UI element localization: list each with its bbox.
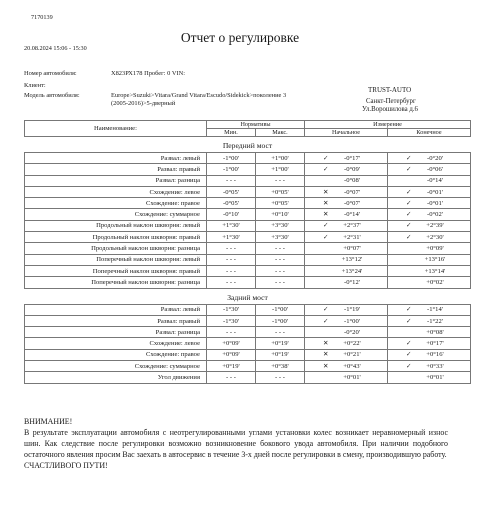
param-name: Развал: разница bbox=[25, 175, 207, 186]
initial-value-cell bbox=[305, 220, 388, 231]
final-value-cell bbox=[388, 304, 471, 315]
check-icon: ✓ bbox=[406, 188, 412, 196]
param-name: Поперечный наклон шкворня: левый bbox=[25, 254, 207, 265]
initial-value: +0°43' bbox=[343, 362, 361, 370]
initial-value: -0°20' bbox=[344, 328, 360, 336]
final-value-cell bbox=[388, 220, 471, 231]
norm-min: - - - bbox=[207, 372, 256, 383]
final-value: -0°20' bbox=[427, 154, 443, 162]
page-title: Отчет о регулировке bbox=[180, 30, 300, 45]
table-row bbox=[25, 315, 471, 326]
check-icon: ✓ bbox=[406, 362, 412, 370]
final-value: +0°09' bbox=[426, 245, 444, 253]
col-min-header: Мин. bbox=[207, 129, 256, 137]
norm-max: +0°05' bbox=[256, 186, 305, 197]
param-name: Угол движения bbox=[25, 372, 207, 383]
table-row bbox=[25, 243, 471, 254]
col-name-header: Наименование: bbox=[25, 121, 207, 137]
norm-min: -1°00' bbox=[207, 164, 256, 175]
param-name: Продольный наклон шкворня: разница bbox=[25, 243, 207, 254]
norm-min: +0°09' bbox=[207, 338, 256, 349]
param-name: Продольный наклон шкворня: правый bbox=[25, 232, 207, 243]
norm-max: +0°19' bbox=[256, 349, 305, 360]
norm-max: +0°05' bbox=[256, 198, 305, 209]
final-value-cell bbox=[388, 372, 471, 383]
norm-min: - - - bbox=[207, 277, 256, 288]
norm-min: -0°10' bbox=[207, 209, 256, 220]
final-value-cell bbox=[388, 338, 471, 349]
initial-value-cell bbox=[305, 186, 388, 197]
table-row bbox=[25, 338, 471, 349]
final-value: +0°17' bbox=[426, 340, 444, 348]
check-icon: ✓ bbox=[406, 340, 412, 348]
document-id: 7170139 bbox=[31, 14, 53, 21]
initial-value: -0°12' bbox=[344, 278, 360, 286]
final-value-cell bbox=[388, 198, 471, 209]
final-value: -0°01' bbox=[427, 199, 443, 207]
check-icon: ✓ bbox=[323, 154, 329, 162]
rear-axle-title: Задний мост bbox=[227, 292, 268, 302]
norm-min: -1°00' bbox=[207, 153, 256, 164]
final-value: +0°16' bbox=[426, 351, 444, 359]
final-value: -0°14' bbox=[427, 177, 443, 185]
norm-max: +0°10' bbox=[256, 209, 305, 220]
norm-max: - - - bbox=[256, 254, 305, 265]
check-icon: ✓ bbox=[323, 165, 329, 173]
norm-max: - - - bbox=[256, 265, 305, 276]
initial-value-cell bbox=[305, 243, 388, 254]
final-value: +0°02' bbox=[426, 278, 444, 286]
vehicle-number-label: Номер автомобиля: bbox=[24, 70, 77, 77]
final-value-cell bbox=[388, 327, 471, 338]
initial-value: -0°07' bbox=[344, 188, 360, 196]
table-row bbox=[25, 175, 471, 186]
norm-max: -1°00' bbox=[256, 315, 305, 326]
table-row bbox=[25, 304, 471, 315]
param-name: Схождение: суммарное bbox=[25, 209, 207, 220]
norm-max: +3°30' bbox=[256, 220, 305, 231]
initial-value: -0°14' bbox=[344, 211, 360, 219]
initial-value-cell bbox=[305, 372, 388, 383]
initial-value: +2°37' bbox=[343, 222, 361, 230]
norm-min: - - - bbox=[207, 254, 256, 265]
final-value: -1°22' bbox=[427, 317, 443, 325]
norm-max: +3°30' bbox=[256, 232, 305, 243]
cross-icon: ✕ bbox=[323, 188, 329, 196]
final-value-cell bbox=[388, 153, 471, 164]
norm-min: - - - bbox=[207, 327, 256, 338]
initial-value-cell bbox=[305, 175, 388, 186]
service-address: Ул.Ворошилова д.6 bbox=[362, 106, 418, 113]
initial-value: +0°21' bbox=[343, 351, 361, 359]
final-value-cell bbox=[388, 254, 471, 265]
final-value-cell bbox=[388, 361, 471, 372]
service-name: TRUST-AUTO bbox=[368, 86, 412, 94]
norm-min: - - - bbox=[207, 175, 256, 186]
final-value-cell bbox=[388, 265, 471, 276]
param-name: Развал: левый bbox=[25, 153, 207, 164]
vehicle-number-value: Х823РХ178 Пробег: 0 VIN: bbox=[111, 70, 186, 77]
alignment-table bbox=[24, 120, 471, 384]
param-name: Схождение: правое bbox=[25, 198, 207, 209]
col-final-header: Конечное bbox=[388, 129, 471, 137]
final-value-cell bbox=[388, 243, 471, 254]
initial-value-cell bbox=[305, 232, 388, 243]
table-row bbox=[25, 164, 471, 175]
initial-value: +13°12' bbox=[341, 256, 363, 264]
table-row bbox=[25, 254, 471, 265]
initial-value: +2°31' bbox=[343, 233, 361, 241]
final-value-cell bbox=[388, 209, 471, 220]
initial-value-cell bbox=[305, 209, 388, 220]
check-icon: ✓ bbox=[323, 233, 329, 241]
param-name: Поперечный наклон шкворня: разница bbox=[25, 277, 207, 288]
initial-value: +0°07' bbox=[343, 245, 361, 253]
final-value: +0°33' bbox=[426, 362, 444, 370]
initial-value-cell bbox=[305, 153, 388, 164]
param-name: Схождение: левое bbox=[25, 186, 207, 197]
table-row bbox=[25, 372, 471, 383]
table-row bbox=[25, 265, 471, 276]
final-value: +13°14' bbox=[424, 267, 446, 275]
initial-value: -0°07' bbox=[344, 199, 360, 207]
cross-icon: ✕ bbox=[323, 340, 329, 348]
param-name: Развал: правый bbox=[25, 164, 207, 175]
norm-max: - - - bbox=[256, 372, 305, 383]
check-icon: ✓ bbox=[323, 306, 329, 314]
check-icon: ✓ bbox=[406, 154, 412, 162]
norm-min: +1°30' bbox=[207, 232, 256, 243]
warning-closing: СЧАСТЛИВОГО ПУТИ! bbox=[24, 460, 108, 470]
service-city: Санкт-Петербург bbox=[366, 98, 416, 105]
norm-max: - - - bbox=[256, 327, 305, 338]
norm-max: - - - bbox=[256, 277, 305, 288]
final-value-cell bbox=[388, 164, 471, 175]
warning-heading: ВНИМАНИЕ! bbox=[24, 417, 73, 426]
norm-min: +0°09' bbox=[207, 349, 256, 360]
check-icon: ✓ bbox=[406, 317, 412, 325]
initial-value: -0°08' bbox=[344, 177, 360, 185]
final-value: +0°01' bbox=[426, 373, 444, 381]
initial-value: +0°22' bbox=[343, 340, 361, 348]
param-name: Схождение: левое bbox=[25, 338, 207, 349]
initial-value: -0°17' bbox=[344, 154, 360, 162]
norm-max: - - - bbox=[256, 175, 305, 186]
param-name: Развал: разница bbox=[25, 327, 207, 338]
col-initial-header: Начальное bbox=[305, 129, 388, 137]
param-name: Поперечный наклон шкворня: правый bbox=[25, 265, 207, 276]
norm-min: -1°30' bbox=[207, 304, 256, 315]
norm-min: - - - bbox=[207, 243, 256, 254]
final-value: +13°16' bbox=[424, 256, 446, 264]
initial-value-cell bbox=[305, 265, 388, 276]
check-icon: ✓ bbox=[406, 233, 412, 241]
norm-min: +1°30' bbox=[207, 220, 256, 231]
check-icon: ✓ bbox=[406, 211, 412, 219]
model-label: Модель автомобиля: bbox=[24, 92, 80, 99]
param-name: Схождение: правое bbox=[25, 349, 207, 360]
final-value: +2°30' bbox=[426, 233, 444, 241]
final-value: -0°06' bbox=[427, 165, 443, 173]
col-norms-header: Нормативы bbox=[207, 121, 305, 129]
initial-value-cell bbox=[305, 277, 388, 288]
norm-min: -0°05' bbox=[207, 198, 256, 209]
final-value-cell bbox=[388, 175, 471, 186]
check-icon: ✓ bbox=[406, 351, 412, 359]
initial-value-cell bbox=[305, 304, 388, 315]
initial-value-cell bbox=[305, 327, 388, 338]
initial-value-cell bbox=[305, 349, 388, 360]
table-row bbox=[25, 327, 471, 338]
initial-value: -1°19' bbox=[344, 306, 360, 314]
final-value-cell bbox=[388, 315, 471, 326]
initial-value: +0°01' bbox=[343, 373, 361, 381]
check-icon: ✓ bbox=[406, 222, 412, 230]
date-range: 20.08.2024 15:06 - 15:30 bbox=[24, 45, 87, 52]
final-value-cell bbox=[388, 349, 471, 360]
client-label: Клиент: bbox=[24, 82, 46, 89]
norm-max: +1°00' bbox=[256, 164, 305, 175]
cross-icon: ✕ bbox=[323, 351, 329, 359]
table-row bbox=[25, 232, 471, 243]
norm-min: - - - bbox=[207, 265, 256, 276]
final-value: +0°08' bbox=[426, 328, 444, 336]
model-line-1: Europe>Suzuki>Vitara/Grand Vitara/Escudo/Sidekick>поколение 3 bbox=[111, 92, 287, 99]
final-value-cell bbox=[388, 277, 471, 288]
cross-icon: ✕ bbox=[323, 199, 329, 207]
param-name: Развал: правый bbox=[25, 315, 207, 326]
front-axle-title: Передний мост bbox=[222, 141, 273, 150]
col-max-header: Макс. bbox=[256, 129, 305, 137]
param-name: Схождение: суммарное bbox=[25, 361, 207, 372]
table-row bbox=[25, 186, 471, 197]
check-icon: ✓ bbox=[323, 317, 329, 325]
norm-max: +0°19' bbox=[256, 338, 305, 349]
table-row bbox=[25, 277, 471, 288]
norm-max: +1°00' bbox=[256, 153, 305, 164]
final-value-cell bbox=[388, 186, 471, 197]
param-name: Продольный наклон шкворня: левый bbox=[25, 220, 207, 231]
final-value: +2°39' bbox=[426, 222, 444, 230]
initial-value-cell bbox=[305, 361, 388, 372]
check-icon: ✓ bbox=[406, 306, 412, 314]
table-row bbox=[25, 209, 471, 220]
norm-max: +0°38' bbox=[256, 361, 305, 372]
initial-value: -1°00' bbox=[344, 317, 360, 325]
param-name: Развал: левый bbox=[25, 304, 207, 315]
check-icon: ✓ bbox=[406, 165, 412, 173]
norm-min: -1°30' bbox=[207, 315, 256, 326]
model-line-2: (2005-2016)>5-дверный bbox=[111, 100, 176, 107]
cross-icon: ✕ bbox=[323, 362, 329, 370]
final-value-cell bbox=[388, 232, 471, 243]
initial-value-cell bbox=[305, 254, 388, 265]
table-row bbox=[25, 349, 471, 360]
check-icon: ✓ bbox=[323, 222, 329, 230]
initial-value-cell bbox=[305, 164, 388, 175]
check-icon: ✓ bbox=[406, 199, 412, 207]
final-value: -1°14' bbox=[427, 306, 443, 314]
final-value: -0°01' bbox=[427, 188, 443, 196]
table-row bbox=[25, 361, 471, 372]
table-row bbox=[25, 153, 471, 164]
table-row bbox=[25, 198, 471, 209]
initial-value: +13°24' bbox=[341, 267, 363, 275]
norm-min: +0°19' bbox=[207, 361, 256, 372]
initial-value: -0°09' bbox=[344, 165, 360, 173]
initial-value-cell bbox=[305, 315, 388, 326]
table-row bbox=[25, 220, 471, 231]
cross-icon: ✕ bbox=[323, 211, 329, 219]
norm-max: -1°00' bbox=[256, 304, 305, 315]
norm-max: - - - bbox=[256, 243, 305, 254]
initial-value-cell bbox=[305, 198, 388, 209]
initial-value-cell bbox=[305, 338, 388, 349]
col-measure-header: Измерение bbox=[305, 121, 471, 129]
warning-text: В результате эксплуатации автомобиля с неотрегулированными углами установки колес возникает неравномерный износ шин. Как следствие после регулировки возможно возникновение бокового увода автомобиля. При наличии подобного остаточного явления просим Вас заехать в автосервис в течение 3-х дней после регулировки в смену, производившую работу. bbox=[24, 427, 448, 459]
final-value: -0°02' bbox=[427, 211, 443, 219]
norm-min: -0°05' bbox=[207, 186, 256, 197]
warning-block bbox=[24, 417, 448, 472]
